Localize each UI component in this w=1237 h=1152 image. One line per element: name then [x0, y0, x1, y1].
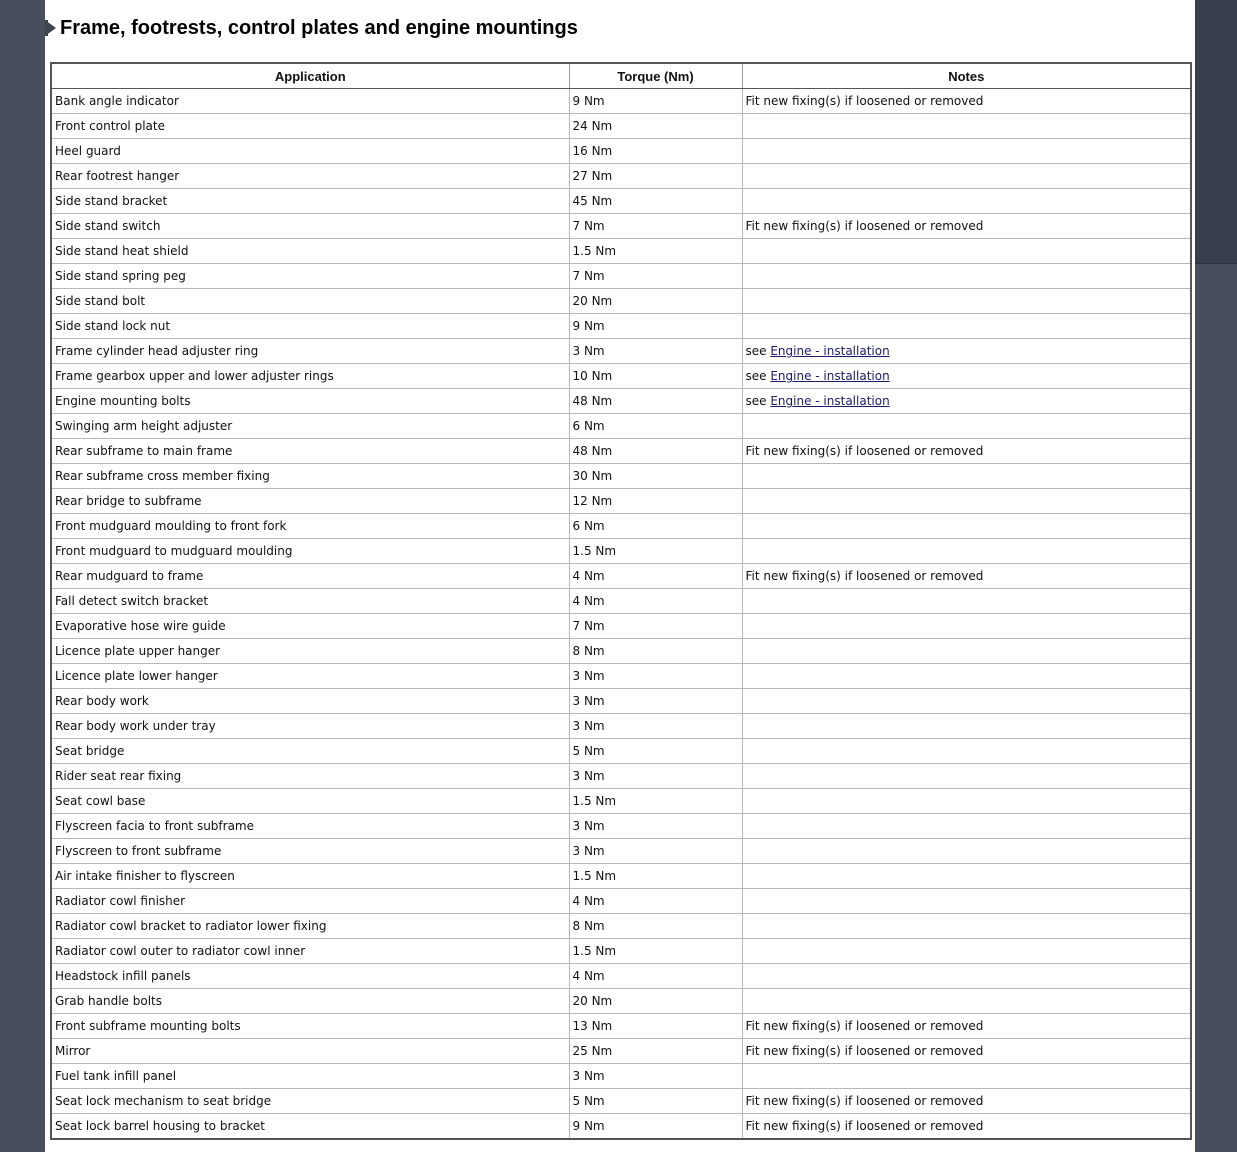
cell-notes	[742, 739, 1191, 764]
cell-application: Rear mudguard to frame	[51, 564, 569, 589]
cell-torque: 30 Nm	[569, 464, 742, 489]
cell-notes	[742, 189, 1191, 214]
cell-notes	[742, 164, 1191, 189]
cell-application: Mirror	[51, 1039, 569, 1064]
table-row	[51, 714, 1191, 739]
cell-notes	[742, 464, 1191, 489]
table-row	[51, 539, 1191, 564]
cell-notes	[742, 639, 1191, 664]
note-prefix: see	[745, 394, 771, 408]
document-page	[45, 0, 1195, 1152]
cell-application: Headstock infill panels	[51, 964, 569, 989]
cell-application: Front control plate	[51, 114, 569, 139]
table-row	[51, 1014, 1191, 1039]
cell-torque: 5 Nm	[569, 739, 742, 764]
table-row	[51, 764, 1191, 789]
table-row	[51, 789, 1191, 814]
cell-torque: 25 Nm	[569, 1039, 742, 1064]
table-row	[51, 389, 1191, 414]
cell-notes: Fit new fixing(s) if loosened or removed	[742, 439, 1191, 464]
table-row	[51, 1064, 1191, 1089]
cell-application: Fuel tank infill panel	[51, 1064, 569, 1089]
table-body	[51, 89, 1191, 1140]
cell-notes	[742, 664, 1191, 689]
cell-torque: 20 Nm	[569, 289, 742, 314]
cell-torque: 20 Nm	[569, 989, 742, 1014]
cell-application: Bank angle indicator	[51, 89, 569, 114]
cell-application: Radiator cowl finisher	[51, 889, 569, 914]
table-row	[51, 164, 1191, 189]
cell-torque: 9 Nm	[569, 1114, 742, 1140]
header-application: Application	[51, 63, 569, 89]
cell-notes: Fit new fixing(s) if loosened or removed	[742, 89, 1191, 114]
table-row	[51, 439, 1191, 464]
cell-notes	[742, 864, 1191, 889]
cell-torque: 4 Nm	[569, 889, 742, 914]
cell-torque: 8 Nm	[569, 914, 742, 939]
cell-torque: 1.5 Nm	[569, 939, 742, 964]
page-title: Frame, footrests, control plates and engine mountings	[60, 17, 578, 39]
table-row	[51, 1114, 1191, 1140]
table-row	[51, 514, 1191, 539]
cell-notes: Fit new fixing(s) if loosened or removed	[742, 1114, 1191, 1140]
cell-torque: 3 Nm	[569, 814, 742, 839]
table-row	[51, 739, 1191, 764]
cell-notes	[742, 339, 1191, 364]
cell-notes	[742, 989, 1191, 1014]
table-row	[51, 889, 1191, 914]
table-row	[51, 614, 1191, 639]
table-header-row	[51, 63, 1191, 89]
table-row	[51, 114, 1191, 139]
cell-application: Rear footrest hanger	[51, 164, 569, 189]
cell-notes	[742, 264, 1191, 289]
cell-application: Side stand bracket	[51, 189, 569, 214]
table-row	[51, 89, 1191, 114]
cell-torque: 45 Nm	[569, 189, 742, 214]
cell-application: Side stand heat shield	[51, 239, 569, 264]
cell-notes	[742, 514, 1191, 539]
cell-notes	[742, 364, 1191, 389]
cell-application: Rear subframe cross member fixing	[51, 464, 569, 489]
cell-application: Rear body work	[51, 689, 569, 714]
cell-application: Rider seat rear fixing	[51, 764, 569, 789]
cell-notes: Fit new fixing(s) if loosened or removed	[742, 1089, 1191, 1114]
cell-torque: 6 Nm	[569, 514, 742, 539]
cell-torque: 3 Nm	[569, 664, 742, 689]
cell-application: Engine mounting bolts	[51, 389, 569, 414]
cell-torque: 3 Nm	[569, 714, 742, 739]
table-row	[51, 664, 1191, 689]
cell-notes: Fit new fixing(s) if loosened or removed	[742, 1014, 1191, 1039]
cell-application: Radiator cowl bracket to radiator lower fixing	[51, 914, 569, 939]
engine-installation-link[interactable]: Engine - installation	[770, 394, 890, 408]
table-row	[51, 839, 1191, 864]
table-row	[51, 914, 1191, 939]
table-row	[51, 264, 1191, 289]
cell-application: Rear subframe to main frame	[51, 439, 569, 464]
cell-application: Frame gearbox upper and lower adjuster rings	[51, 364, 569, 389]
cell-application: Licence plate lower hanger	[51, 664, 569, 689]
cell-notes	[742, 239, 1191, 264]
cell-torque: 1.5 Nm	[569, 239, 742, 264]
cell-application: Air intake finisher to flyscreen	[51, 864, 569, 889]
cell-notes	[742, 589, 1191, 614]
torque-table	[50, 62, 1192, 1140]
cell-torque: 48 Nm	[569, 439, 742, 464]
cell-torque: 4 Nm	[569, 964, 742, 989]
cell-application: Licence plate upper hanger	[51, 639, 569, 664]
cell-torque: 1.5 Nm	[569, 789, 742, 814]
cell-application: Rear bridge to subframe	[51, 489, 569, 514]
cell-torque: 1.5 Nm	[569, 864, 742, 889]
table-row	[51, 589, 1191, 614]
cell-notes	[742, 839, 1191, 864]
cell-torque: 9 Nm	[569, 89, 742, 114]
cell-torque: 16 Nm	[569, 139, 742, 164]
cell-notes	[742, 964, 1191, 989]
table-row	[51, 289, 1191, 314]
table-row	[51, 1039, 1191, 1064]
table-row	[51, 189, 1191, 214]
cell-application: Seat bridge	[51, 739, 569, 764]
table-row	[51, 564, 1191, 589]
cell-application: Seat lock mechanism to seat bridge	[51, 1089, 569, 1114]
cell-torque: 4 Nm	[569, 589, 742, 614]
cell-notes	[742, 939, 1191, 964]
cell-notes	[742, 889, 1191, 914]
header-torque: Torque (Nm)	[569, 63, 742, 89]
cell-torque: 24 Nm	[569, 114, 742, 139]
cell-application: Flyscreen facia to front subframe	[51, 814, 569, 839]
cell-notes: Fit new fixing(s) if loosened or removed	[742, 1039, 1191, 1064]
cell-application: Side stand spring peg	[51, 264, 569, 289]
cell-notes	[742, 614, 1191, 639]
table-row	[51, 314, 1191, 339]
table-row	[51, 1089, 1191, 1114]
cell-notes	[742, 814, 1191, 839]
table-row	[51, 239, 1191, 264]
cell-notes	[742, 1064, 1191, 1089]
table-row	[51, 989, 1191, 1014]
cell-application: Seat cowl base	[51, 789, 569, 814]
cell-notes	[742, 139, 1191, 164]
cell-torque: 12 Nm	[569, 489, 742, 514]
header-notes: Notes	[742, 63, 1191, 89]
cell-application: Front mudguard moulding to front fork	[51, 514, 569, 539]
cell-notes	[742, 714, 1191, 739]
cell-torque: 4 Nm	[569, 564, 742, 589]
cell-torque: 3 Nm	[569, 839, 742, 864]
table-row	[51, 814, 1191, 839]
cell-notes	[742, 689, 1191, 714]
cell-application: Side stand switch	[51, 214, 569, 239]
table-row	[51, 364, 1191, 389]
cell-notes: Fit new fixing(s) if loosened or removed	[742, 564, 1191, 589]
section-header	[45, 14, 1195, 42]
cell-application: Rear body work under tray	[51, 714, 569, 739]
cell-torque: 3 Nm	[569, 1064, 742, 1089]
cell-notes: Fit new fixing(s) if loosened or removed	[742, 214, 1191, 239]
table-row	[51, 489, 1191, 514]
table-row	[51, 939, 1191, 964]
table-row	[51, 214, 1191, 239]
cell-torque: 3 Nm	[569, 689, 742, 714]
cell-notes	[742, 414, 1191, 439]
engine-installation-link[interactable]: Engine - installation	[770, 369, 890, 383]
cell-torque: 3 Nm	[569, 764, 742, 789]
table-row	[51, 964, 1191, 989]
table-row	[51, 414, 1191, 439]
table-row	[51, 339, 1191, 364]
table-row	[51, 864, 1191, 889]
table-row	[51, 639, 1191, 664]
cell-torque: 27 Nm	[569, 164, 742, 189]
cell-torque: 5 Nm	[569, 1089, 742, 1114]
cell-application: Flyscreen to front subframe	[51, 839, 569, 864]
cell-application: Evaporative hose wire guide	[51, 614, 569, 639]
cell-notes	[742, 289, 1191, 314]
cell-torque: 10 Nm	[569, 364, 742, 389]
cell-torque: 48 Nm	[569, 389, 742, 414]
cell-notes	[742, 789, 1191, 814]
cell-notes	[742, 114, 1191, 139]
cell-torque: 7 Nm	[569, 264, 742, 289]
note-prefix: see	[745, 369, 771, 383]
cell-application: Side stand lock nut	[51, 314, 569, 339]
cell-torque: 7 Nm	[569, 614, 742, 639]
cell-application: Swinging arm height adjuster	[51, 414, 569, 439]
right-side-panel	[1195, 0, 1237, 264]
engine-installation-link[interactable]: Engine - installation	[770, 344, 890, 358]
cell-torque: 9 Nm	[569, 314, 742, 339]
cell-application: Front mudguard to mudguard moulding	[51, 539, 569, 564]
cell-application: Seat lock barrel housing to bracket	[51, 1114, 569, 1140]
cell-torque: 13 Nm	[569, 1014, 742, 1039]
cell-notes	[742, 764, 1191, 789]
cell-application: Radiator cowl outer to radiator cowl inner	[51, 939, 569, 964]
cell-torque: 6 Nm	[569, 414, 742, 439]
cell-torque: 7 Nm	[569, 214, 742, 239]
cell-torque: 8 Nm	[569, 639, 742, 664]
cell-application: Front subframe mounting bolts	[51, 1014, 569, 1039]
cell-application: Fall detect switch bracket	[51, 589, 569, 614]
note-prefix: see	[745, 344, 771, 358]
cell-notes	[742, 539, 1191, 564]
table-row	[51, 689, 1191, 714]
cell-torque: 3 Nm	[569, 339, 742, 364]
cell-application: Heel guard	[51, 139, 569, 164]
cell-notes	[742, 314, 1191, 339]
table-row	[51, 139, 1191, 164]
cell-notes	[742, 389, 1191, 414]
cell-notes	[742, 489, 1191, 514]
cell-torque: 1.5 Nm	[569, 539, 742, 564]
cell-notes	[742, 914, 1191, 939]
cell-application: Frame cylinder head adjuster ring	[51, 339, 569, 364]
cell-application: Grab handle bolts	[51, 989, 569, 1014]
cell-application: Side stand bolt	[51, 289, 569, 314]
table-row	[51, 464, 1191, 489]
section-arrow-icon	[45, 20, 56, 36]
